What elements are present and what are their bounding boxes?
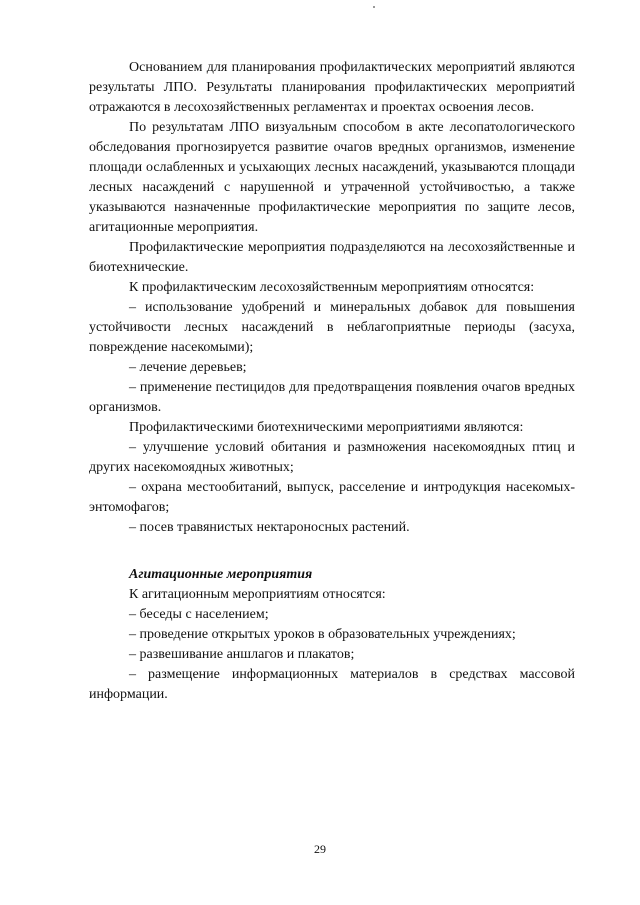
paragraph: К профилактическим лесохозяйственным мероприятиям относятся:	[129, 280, 535, 295]
list-item: – использование удобрений и минеральных добавок для повышения устойчивости лесных насаждений в неблагоприятные периоды (засуха, повреждение насекомыми);	[89, 300, 575, 355]
scan-speck	[373, 6, 375, 8]
paragraph: Профилактические мероприятия подразделяются на лесохозяйственные и биотехнические.	[89, 240, 575, 275]
page-body	[89, 58, 575, 705]
paragraph: По результатам ЛПО визуальным способом в акте лесопатологического обследования прогнозируется развитие очагов вредных организмов, изменение площади ослабленных и усыхающих лесных насаждений, указываются площади лесных насаждений с нарушенной и утраченной устойчивостью, а также указываются назначенные профилактические мероприятия по защите лесов, агитационные мероприятия.	[89, 120, 575, 235]
paragraph: Основанием для планирования профилактических мероприятий являются результаты ЛПО. Результаты планирования профилактических мероприятий отражаются в лесохозяйственных регламентах и проектах освоения лесов.	[89, 60, 575, 115]
paragraph: К агитационным мероприятиям относятся:	[129, 587, 386, 602]
list-item: – лечение деревьев;	[129, 360, 247, 375]
list-item: – охрана местообитаний, выпуск, расселение и интродукция насекомых-энтомофагов;	[89, 480, 575, 515]
list-item: – проведение открытых уроков в образовательных учреждениях;	[129, 627, 516, 642]
list-item: – развешивание аншлагов и плакатов;	[129, 647, 355, 662]
paragraph: Профилактическими биотехническими мероприятиями являются:	[129, 420, 524, 435]
list-item: – посев травянистых нектароносных растений.	[129, 520, 410, 535]
list-item: – улучшение условий обитания и размножения насекомоядных птиц и других насекомоядных животных;	[89, 440, 575, 475]
list-item: – применение пестицидов для предотвращения появления очагов вредных организмов.	[89, 380, 575, 415]
page-number: 29	[314, 842, 326, 856]
section-heading: Агитационные мероприятия	[129, 567, 313, 582]
list-item: – беседы с населением;	[129, 607, 269, 622]
spacer	[89, 538, 575, 558]
list-item: – размещение информационных материалов в средствах массовой информации.	[89, 667, 575, 702]
